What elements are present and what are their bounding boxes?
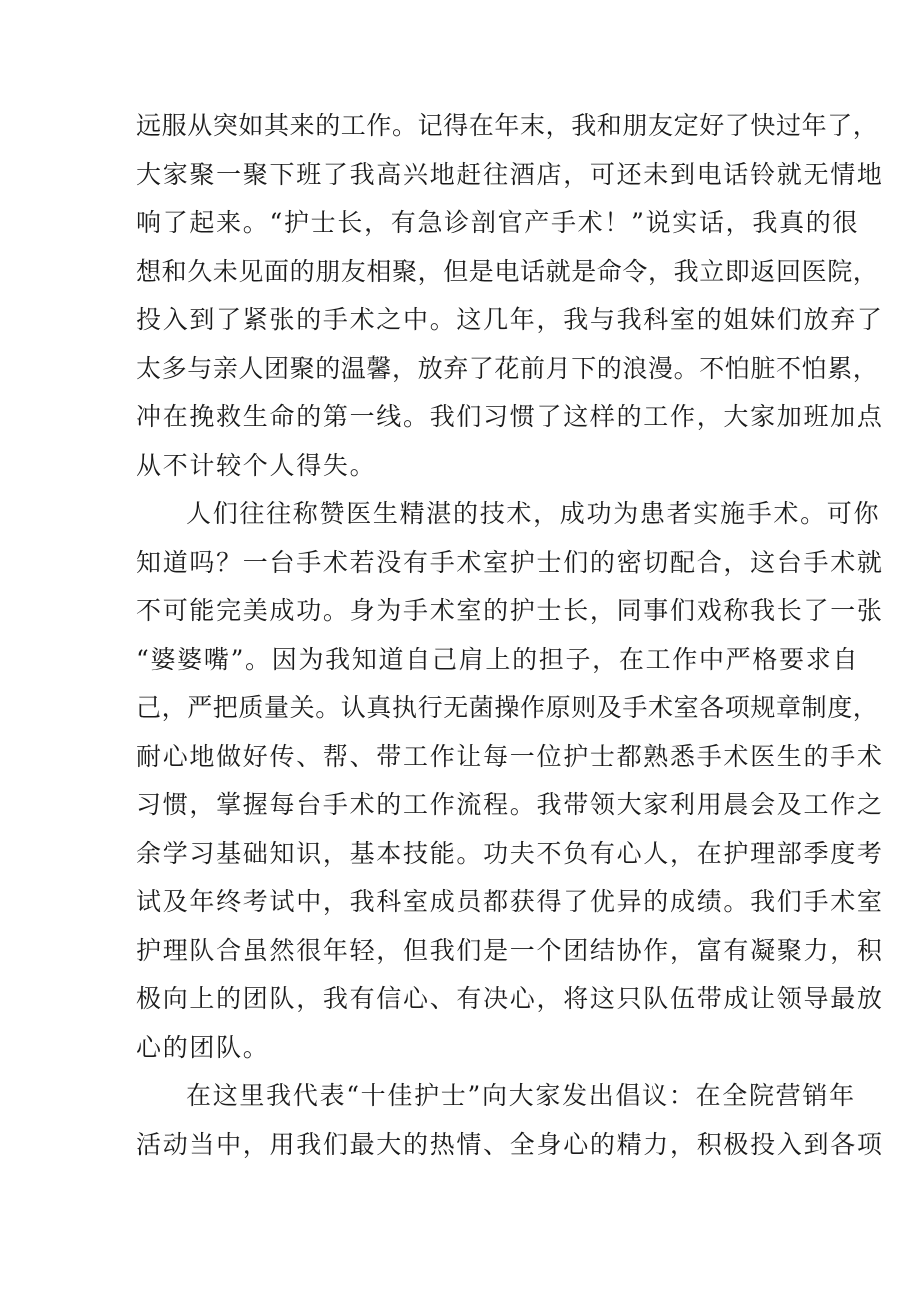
text-line: 余学习基础知识，基本技能。功夫不负有心人，在护理部季度考 [136, 838, 884, 868]
text-line: 太多与亲人团聚的温馨，放弃了花前月下的浪漫。不怕脏不怕累， [136, 353, 879, 383]
text-line: 己，严把质量关。认真执行无菌操作原则及手术室各项规章制度， [136, 693, 879, 722]
text-line: 冲在挽救生命的第一线。我们习惯了这样的工作，大家加班加点 [136, 402, 884, 431]
text-line: 心的团队。 [136, 1032, 270, 1062]
text-line: 耐心地做好传、帮、带工作让每一位护士都熟悉手术医生的手术 [136, 741, 884, 771]
text-line: 远服从突如其来的工作。记得在年末，我和朋友定好了快过年了， [136, 111, 879, 140]
paragraph-start-line: 在这里我代表“十佳护士”向大家发出倡议：在全院营销年 [186, 1081, 856, 1110]
text-line: 不可能完美成功。身为手术室的护士长，同事们戏称我长了一张 [136, 596, 884, 625]
text-line: 习惯，掌握每台手术的工作流程。我带领大家利用晨会及工作之 [136, 790, 884, 819]
text-line: 知道吗？一台手术若没有手术室护士们的密切配合，这台手术就 [136, 547, 884, 577]
text-line: 从不计较个人得失。 [136, 450, 377, 480]
text-line: 大家聚一聚下班了我高兴地赶往酒店，可还未到电话铃就无情地 [136, 159, 884, 189]
text-line: “婆婆嘴”。因为我知道自己肩上的担子，在工作中严格要求自 [136, 644, 860, 674]
text-line: 想和久未见面的朋友相聚，但是电话就是命令，我立即返回医院， [136, 256, 879, 286]
text-line: 投入到了紧张的手术之中。这几年，我与我科室的姐妹们放弃了 [136, 305, 884, 334]
text-line: 活动当中，用我们最大的热情、全身心的精力，积极投入到各项 [136, 1129, 884, 1159]
text-line: 极向上的团队，我有信心、有决心，将这只队伍带成让领导最放 [136, 984, 884, 1013]
text-line: 响了起来。“护士长，有急诊剖官产手术！”说实话，我真的很 [136, 208, 860, 237]
text-line: 护理队合虽然很年轻，但我们是一个团结协作，富有凝聚力，积 [136, 935, 884, 965]
body-text [136, 102, 884, 1169]
paragraph-start-line: 人们往往称赞医生精湛的技术，成功为患者实施手术。可你 [186, 499, 881, 528]
text-line: 试及年终考试中，我科室成员都获得了优异的成绩。我们手术室 [136, 887, 884, 916]
